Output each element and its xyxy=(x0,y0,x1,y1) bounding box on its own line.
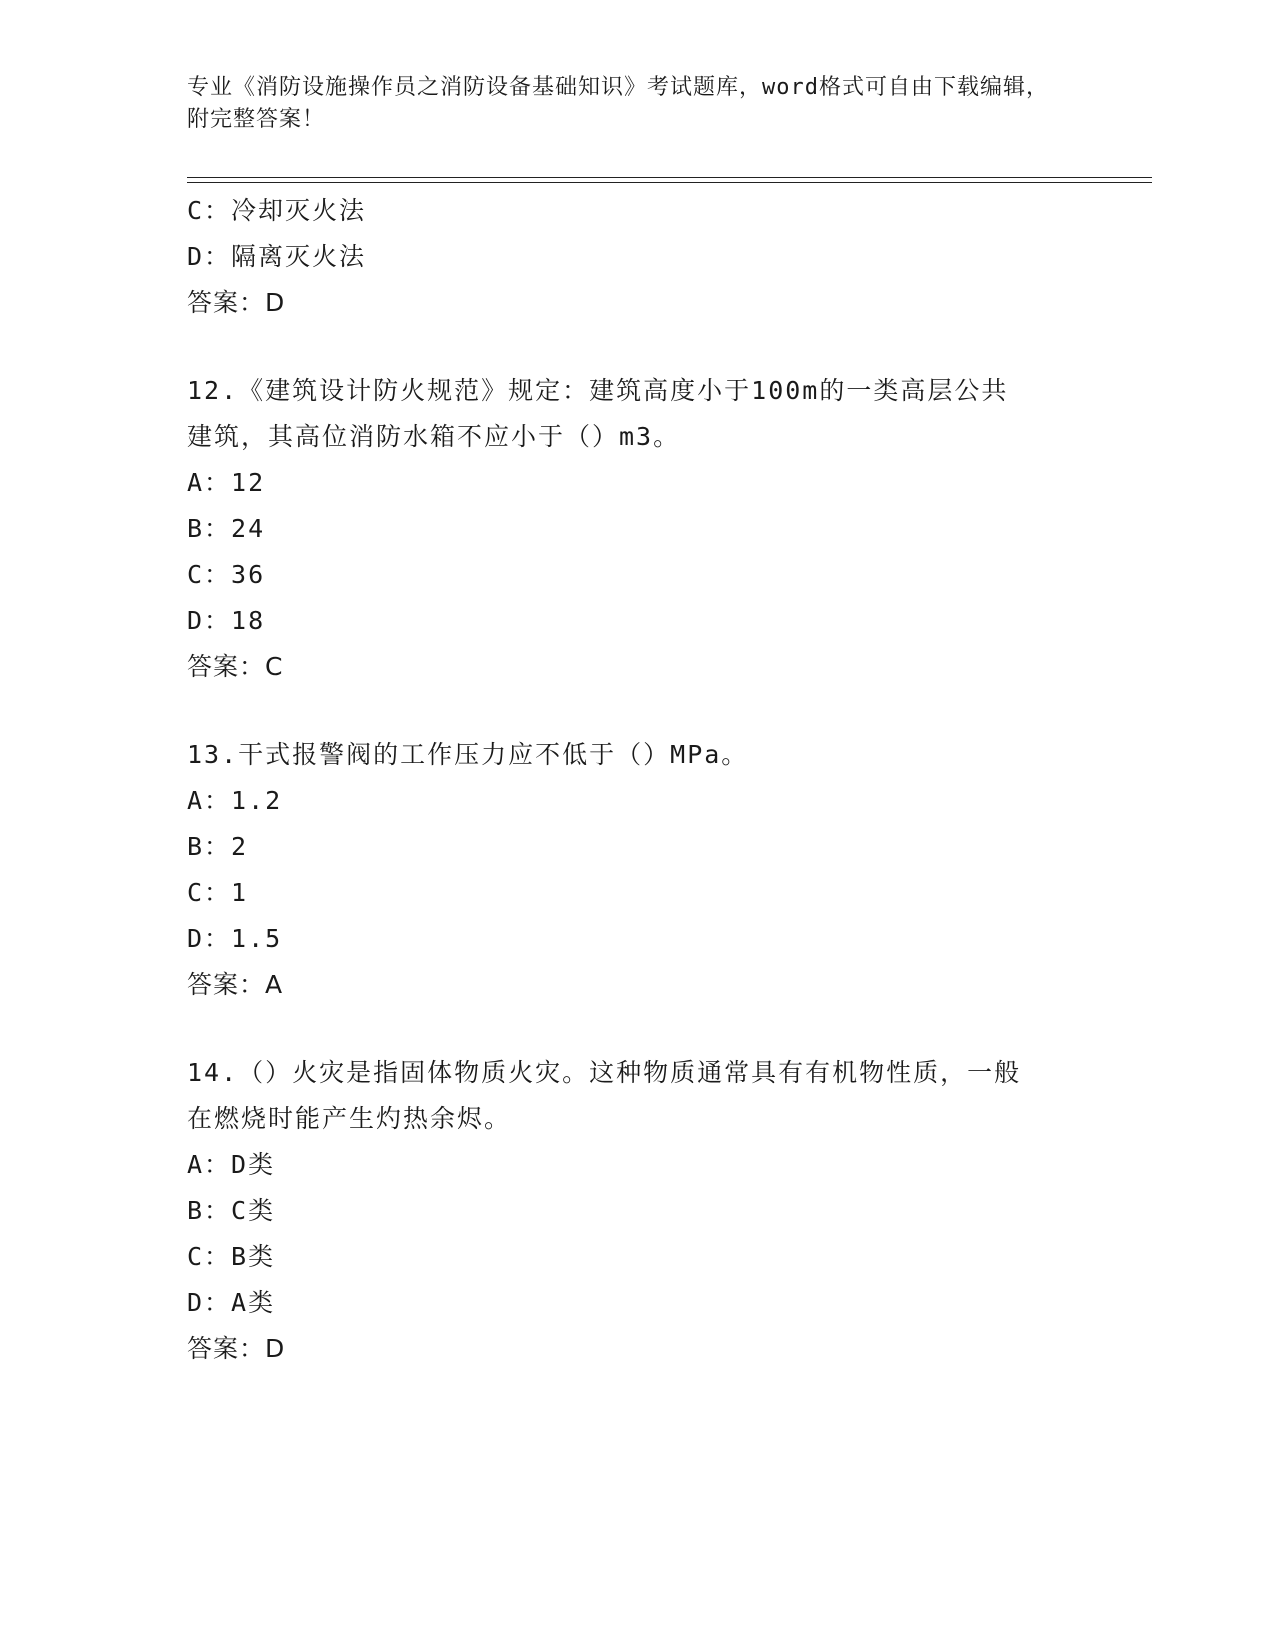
question-12-block xyxy=(187,368,1087,690)
question-14-stem-line1: 14.（）火灾是指固体物质火灾。这种物质通常具有有机物性质，一般 xyxy=(187,1058,1022,1087)
question-12-stem-line1: 12.《建筑设计防火规范》规定：建筑高度小于100m的一类高层公共 xyxy=(187,376,1009,405)
option-c: C：36 xyxy=(187,560,266,589)
question-14-block xyxy=(187,1050,1087,1372)
option-c: C：B类 xyxy=(187,1242,276,1271)
answer-line: 答案：D xyxy=(187,288,286,317)
option-d: D：18 xyxy=(187,606,266,635)
header-divider-top xyxy=(187,177,1152,178)
prev-question-block xyxy=(187,188,1087,326)
question-13-stem: 13.干式报警阀的工作压力应不低于（）MPa。 xyxy=(187,740,749,769)
question-list xyxy=(187,188,1087,1372)
answer-line: 答案：A xyxy=(187,970,284,999)
option-a: A：1.2 xyxy=(187,786,283,815)
option-a: A：12 xyxy=(187,468,266,497)
answer-line: 答案：C xyxy=(187,652,284,681)
option-d: D：A类 xyxy=(187,1288,276,1317)
option-c: C：1 xyxy=(187,878,249,907)
question-12-stem-line2: 建筑，其高位消防水箱不应小于（）m3。 xyxy=(187,422,681,451)
option-c: C：冷却灭火法 xyxy=(187,196,367,225)
option-d: D：隔离灭火法 xyxy=(187,242,367,271)
header-text: 专业《消防设施操作员之消防设备基础知识》考试题库，word格式可自由下载编辑，附完整答案！ xyxy=(187,75,1049,132)
option-d: D：1.5 xyxy=(187,924,283,953)
option-a: A：D类 xyxy=(187,1150,276,1179)
option-b: B：2 xyxy=(187,832,249,861)
question-14-stem-line2: 在燃烧时能产生灼热余烬。 xyxy=(187,1104,512,1133)
answer-line: 答案：D xyxy=(187,1334,286,1363)
option-b: B：24 xyxy=(187,514,266,543)
document-header xyxy=(187,72,1067,136)
question-13-block xyxy=(187,732,1087,1008)
header-divider-bottom xyxy=(187,182,1152,183)
option-b: B：C类 xyxy=(187,1196,276,1225)
